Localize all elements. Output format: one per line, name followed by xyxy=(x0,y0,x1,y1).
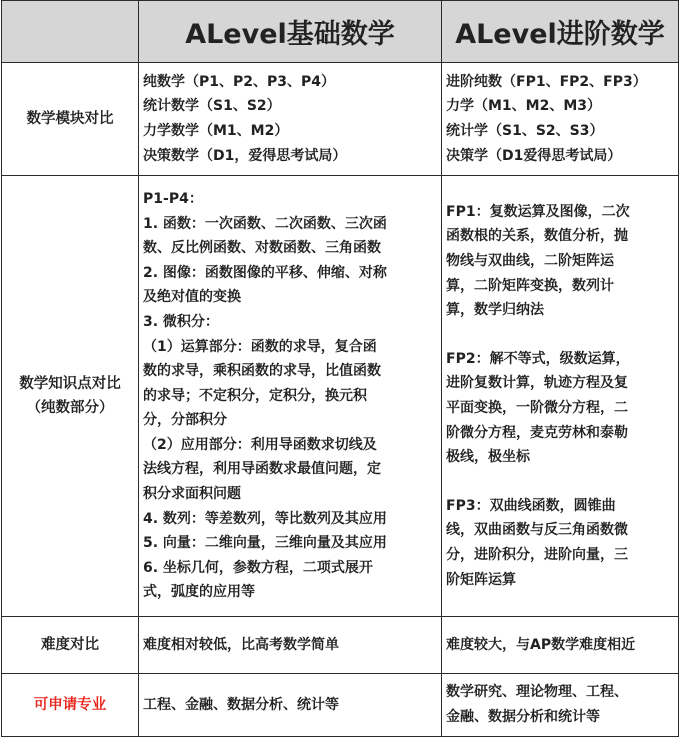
row-difficulty xyxy=(2,617,679,674)
module-item: 纯数学（P1、P2、P3、P4） xyxy=(143,73,336,90)
knowledge-line: 2. 图像：函数图像的平移、伸缩、对称 xyxy=(143,264,387,281)
row-majors xyxy=(2,674,679,737)
knowledge-line: 积分求面积问题 xyxy=(143,486,241,503)
spacer xyxy=(446,323,674,347)
row-modules xyxy=(2,63,679,176)
fp2-line: 平面变换，一阶微分方程，二 xyxy=(446,400,628,416)
knowledge-line: 式，弧度的应用等 xyxy=(143,584,255,601)
header-corner xyxy=(2,1,139,63)
difficulty-basic: 难度相对较低，比高考数学简单 xyxy=(139,617,442,674)
majors-advanced-line1: 数学研究、理论物理、工程、 xyxy=(446,684,628,701)
module-item: 力学数学（M1、M2） xyxy=(143,123,289,139)
fp3-line: 线，双曲函数与反三角函数微 xyxy=(446,522,628,539)
knowledge-line: 1. 函数：一次函数、二次函数、三次函 xyxy=(143,215,387,232)
module-item: 决策学（D1爱得思考试局） xyxy=(446,147,622,164)
majors-advanced-line2: 金融、数据分析和统计等 xyxy=(446,709,600,725)
module-item: 统计学（S1、S2、S3） xyxy=(446,123,604,139)
label-majors: 可申请专业 xyxy=(2,674,139,737)
header-basic: ALevel基础数学 xyxy=(139,1,442,63)
row-knowledge xyxy=(2,176,679,617)
difficulty-advanced: 难度较大，与AP数学难度相近 xyxy=(442,617,679,674)
label-knowledge-line1: 数学知识点对比 xyxy=(19,376,121,392)
knowledge-line: 3. 微积分： xyxy=(143,313,219,330)
fp2-line: 进阶复数计算，轨迹方程及复 xyxy=(446,375,628,392)
majors-basic: 工程、金融、数据分析、统计等 xyxy=(139,674,442,737)
modules-basic xyxy=(139,63,442,176)
header-advanced: ALevel进阶数学 xyxy=(442,1,679,63)
modules-advanced xyxy=(442,63,679,176)
header-row xyxy=(2,1,679,63)
label-knowledge xyxy=(2,176,139,617)
knowledge-line: P1-P4： xyxy=(143,190,203,207)
fp2-line: FP2：解不等式，级数运算， xyxy=(446,350,630,367)
knowledge-line: （2）应用部分：利用导函数求切线及 xyxy=(143,436,377,453)
spacer xyxy=(446,470,674,494)
fp3-line: 分，进阶积分，进阶向量，三 xyxy=(446,546,628,563)
label-modules: 数学模块对比 xyxy=(2,63,139,176)
knowledge-basic xyxy=(139,176,442,617)
majors-advanced xyxy=(442,674,679,737)
module-item: 进阶纯数（FP1、FP2、FP3） xyxy=(446,73,647,90)
knowledge-line: 6. 坐标几何，参数方程，二项式展开 xyxy=(143,559,373,576)
fp1-line: 物线与双曲线，二阶矩阵运 xyxy=(446,253,614,270)
knowledge-advanced xyxy=(442,176,679,617)
label-knowledge-line2: （纯数部分） xyxy=(26,400,114,416)
knowledge-line: 分，分部积分 xyxy=(143,412,227,429)
comparison-table xyxy=(1,0,679,737)
fp2-line: 极线，极坐标 xyxy=(446,449,530,466)
module-item: 统计数学（S1、S2） xyxy=(143,98,281,115)
fp3-line: FP3：双曲线函数，圆锥曲 xyxy=(446,497,616,514)
fp1-line: FP1：复数运算及图像，二次 xyxy=(446,203,630,220)
knowledge-line: 及绝对值的变换 xyxy=(143,289,241,306)
knowledge-line: （1）运算部分：函数的求导，复合函 xyxy=(143,338,377,355)
knowledge-line: 4. 数列：等差数列，等比数列及其应用 xyxy=(143,510,387,527)
label-difficulty: 难度对比 xyxy=(2,617,139,674)
knowledge-line: 的求导；不定积分，定积分，换元积 xyxy=(143,387,367,404)
fp1-line: 算，二阶矩阵变换，数列计 xyxy=(446,277,614,294)
knowledge-line: 数、反比例函数、对数函数、三角函数 xyxy=(143,240,381,257)
fp1-line: 算，数学归纳法 xyxy=(446,302,544,319)
module-item: 力学（M1、M2、M3） xyxy=(446,98,602,115)
module-item: 决策数学（D1，爱得思考试局） xyxy=(143,147,347,164)
knowledge-line: 数的求导，乘积函数的求导，比值函数 xyxy=(143,363,381,380)
knowledge-line: 法线方程，利用导函数求最值问题，定 xyxy=(143,461,381,478)
knowledge-line: 5. 向量：二维向量，三维向量及其应用 xyxy=(143,535,387,552)
fp2-line: 阶微分方程，麦克劳林和泰勒 xyxy=(446,424,628,441)
fp1-line: 函数根的关系，数值分析，抛 xyxy=(446,228,628,245)
fp3-line: 阶矩阵运算 xyxy=(446,571,516,588)
